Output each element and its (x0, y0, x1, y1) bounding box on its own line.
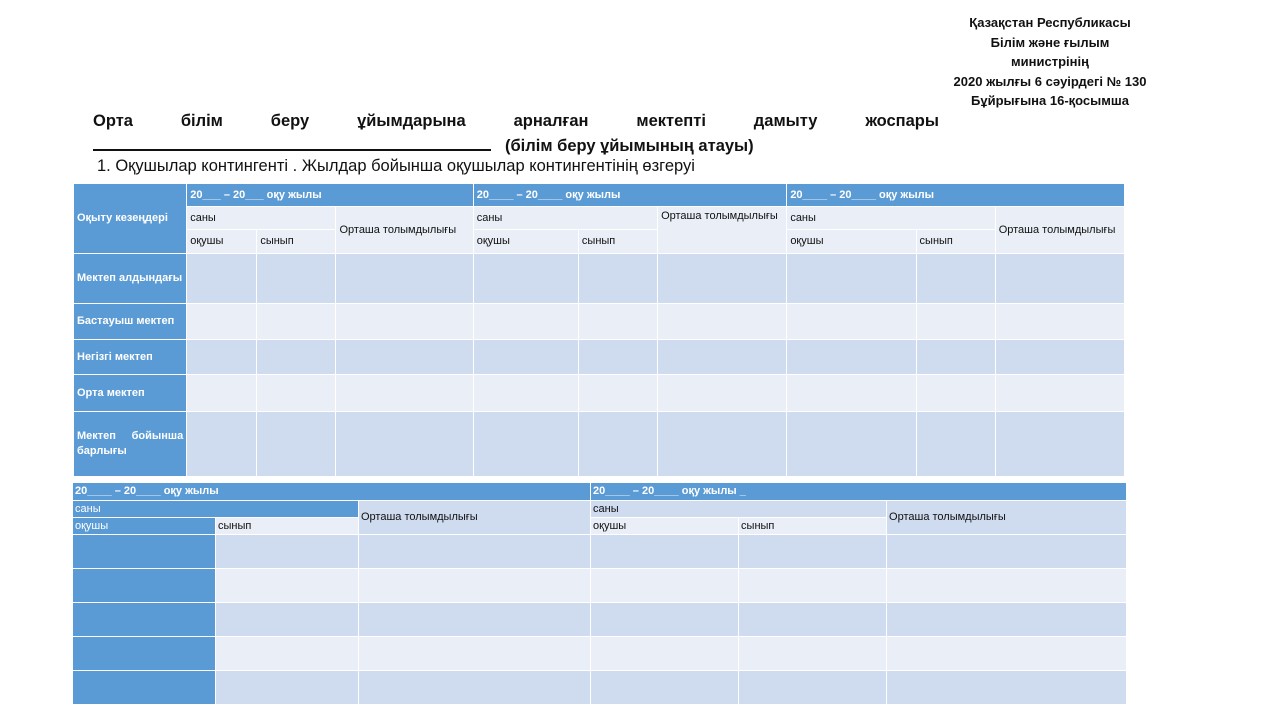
year-header: 20____ – 20____ оқу жылы _ (591, 483, 1127, 501)
decree-line: Бұйрығына 16-қосымша (971, 93, 1129, 108)
data-cell[interactable] (591, 603, 739, 637)
data-cell[interactable] (591, 569, 739, 603)
data-cell[interactable] (359, 671, 591, 705)
data-cell[interactable] (787, 304, 916, 340)
data-cell[interactable] (916, 304, 995, 340)
row-label-cell (73, 569, 216, 603)
organization-name-note: (білім беру ұйымының атауы) (505, 137, 754, 155)
decree-reference (930, 13, 1170, 111)
data-cell[interactable] (995, 304, 1124, 340)
data-cell[interactable] (257, 412, 336, 477)
data-cell[interactable] (473, 340, 578, 375)
title-word: білім (180, 112, 223, 130)
data-cell[interactable] (591, 535, 739, 569)
data-cell[interactable] (216, 637, 359, 671)
classes-header: сынып (216, 518, 359, 535)
data-cell[interactable] (995, 254, 1124, 304)
data-cell[interactable] (887, 569, 1127, 603)
data-cell[interactable] (887, 637, 1127, 671)
row-label-cell (73, 603, 216, 637)
data-cell[interactable] (887, 535, 1127, 569)
document-title (93, 112, 939, 131)
decree-line: Қазақстан Республикасы (969, 15, 1131, 30)
data-cell[interactable] (187, 304, 257, 340)
count-header: саны (591, 501, 887, 518)
data-cell[interactable] (995, 340, 1124, 375)
avg-header: Орташа толымдылығы (359, 501, 591, 535)
data-cell[interactable] (787, 412, 916, 477)
title-word: беру (270, 112, 310, 130)
data-cell[interactable] (578, 304, 657, 340)
data-cell[interactable] (336, 340, 473, 375)
data-cell[interactable] (995, 375, 1124, 412)
classes-header: сынып (739, 518, 887, 535)
title-word: жоспары (865, 112, 939, 130)
data-cell[interactable] (336, 254, 473, 304)
stage-label: Мектеп алдындағы (74, 254, 187, 304)
data-cell[interactable] (887, 603, 1127, 637)
data-cell[interactable] (578, 340, 657, 375)
data-cell[interactable] (216, 535, 359, 569)
data-cell[interactable] (658, 375, 787, 412)
data-cell[interactable] (359, 535, 591, 569)
stage-label: Негізгі мектеп (74, 340, 187, 375)
data-cell[interactable] (187, 340, 257, 375)
avg-header: Орташа толымдылығы (658, 207, 787, 254)
title-word: арналған (513, 112, 589, 130)
data-cell[interactable] (591, 671, 739, 705)
stage-label: Бастауыш мектеп (74, 304, 187, 340)
data-cell[interactable] (257, 304, 336, 340)
students-header: оқушы (787, 230, 916, 254)
contingent-table-1 (73, 183, 1125, 477)
year-header: 20____ – 20____ оқу жылы (787, 184, 1125, 207)
year-header: 20____ – 20____ оқу жылы (73, 483, 591, 501)
section-title: 1. Оқушылар контингенті . Жылдар бойынша оқушылар контингентінің өзгеруі (97, 157, 695, 175)
data-cell[interactable] (887, 671, 1127, 705)
data-cell[interactable] (787, 340, 916, 375)
year-header: 20____ – 20____ оқу жылы (473, 184, 787, 207)
data-cell[interactable] (739, 637, 887, 671)
classes-header: сынып (916, 230, 995, 254)
data-cell[interactable] (187, 375, 257, 412)
data-cell[interactable] (473, 412, 578, 477)
data-cell[interactable] (473, 375, 578, 412)
row-label-cell (73, 535, 216, 569)
data-cell[interactable] (257, 340, 336, 375)
data-cell[interactable] (658, 304, 787, 340)
row-label-cell (73, 637, 216, 671)
data-cell[interactable] (739, 671, 887, 705)
data-cell[interactable] (187, 254, 257, 304)
title-word: Орта (93, 112, 133, 130)
title-word: дамыту (753, 112, 818, 130)
organization-name-line (93, 134, 754, 156)
count-header: саны (787, 207, 995, 230)
contingent-table-2 (72, 482, 1127, 705)
count-header: саны (187, 207, 336, 230)
decree-line: Білім және ғылым (990, 34, 1110, 50)
data-cell[interactable] (578, 412, 657, 477)
data-cell[interactable] (916, 375, 995, 412)
data-cell[interactable] (216, 569, 359, 603)
data-cell[interactable] (739, 569, 887, 603)
students-header: оқушы (73, 518, 216, 535)
avg-header: Орташа толымдылығы (336, 207, 473, 254)
data-cell[interactable] (359, 637, 591, 671)
classes-header: сынып (257, 230, 336, 254)
data-cell[interactable] (257, 254, 336, 304)
students-header: оқушы (591, 518, 739, 535)
students-header: оқушы (473, 230, 578, 254)
data-cell[interactable] (995, 412, 1124, 477)
avg-header: Орташа толымдылығы (995, 207, 1124, 254)
classes-header: сынып (578, 230, 657, 254)
data-cell[interactable] (359, 603, 591, 637)
data-cell[interactable] (916, 412, 995, 477)
stage-header: Оқыту кезеңдері (74, 184, 187, 254)
title-word: мектепті (636, 112, 706, 130)
data-cell[interactable] (739, 603, 887, 637)
title-word: ұйымдарына (357, 112, 466, 130)
data-cell[interactable] (658, 254, 787, 304)
data-cell[interactable] (787, 254, 916, 304)
stage-label: Орта мектеп (74, 375, 187, 412)
data-cell[interactable] (787, 375, 916, 412)
decree-line: министрінің (1011, 54, 1089, 69)
data-cell[interactable] (658, 412, 787, 477)
data-cell[interactable] (336, 375, 473, 412)
data-cell[interactable] (578, 375, 657, 412)
students-header: оқушы (187, 230, 257, 254)
data-cell[interactable] (216, 603, 359, 637)
data-cell[interactable] (473, 254, 578, 304)
data-cell[interactable] (916, 340, 995, 375)
data-cell[interactable] (473, 304, 578, 340)
data-cell[interactable] (359, 569, 591, 603)
data-cell[interactable] (739, 535, 887, 569)
organization-name-blank (93, 134, 491, 151)
data-cell[interactable] (591, 637, 739, 671)
row-label-cell (73, 671, 216, 705)
data-cell[interactable] (216, 671, 359, 705)
count-header: саны (73, 501, 359, 518)
data-cell[interactable] (658, 340, 787, 375)
data-cell[interactable] (336, 412, 473, 477)
count-header: саны (473, 207, 657, 230)
decree-line: 2020 жылғы 6 сәуірдегі № 130 (953, 73, 1147, 89)
data-cell[interactable] (916, 254, 995, 304)
avg-header: Орташа толымдылығы (887, 501, 1127, 535)
stage-label: Мектеп бойынша барлығы (74, 412, 187, 477)
year-header: 20___ – 20___ оқу жылы (187, 184, 474, 207)
data-cell[interactable] (578, 254, 657, 304)
data-cell[interactable] (257, 375, 336, 412)
data-cell[interactable] (336, 304, 473, 340)
data-cell[interactable] (187, 412, 257, 477)
